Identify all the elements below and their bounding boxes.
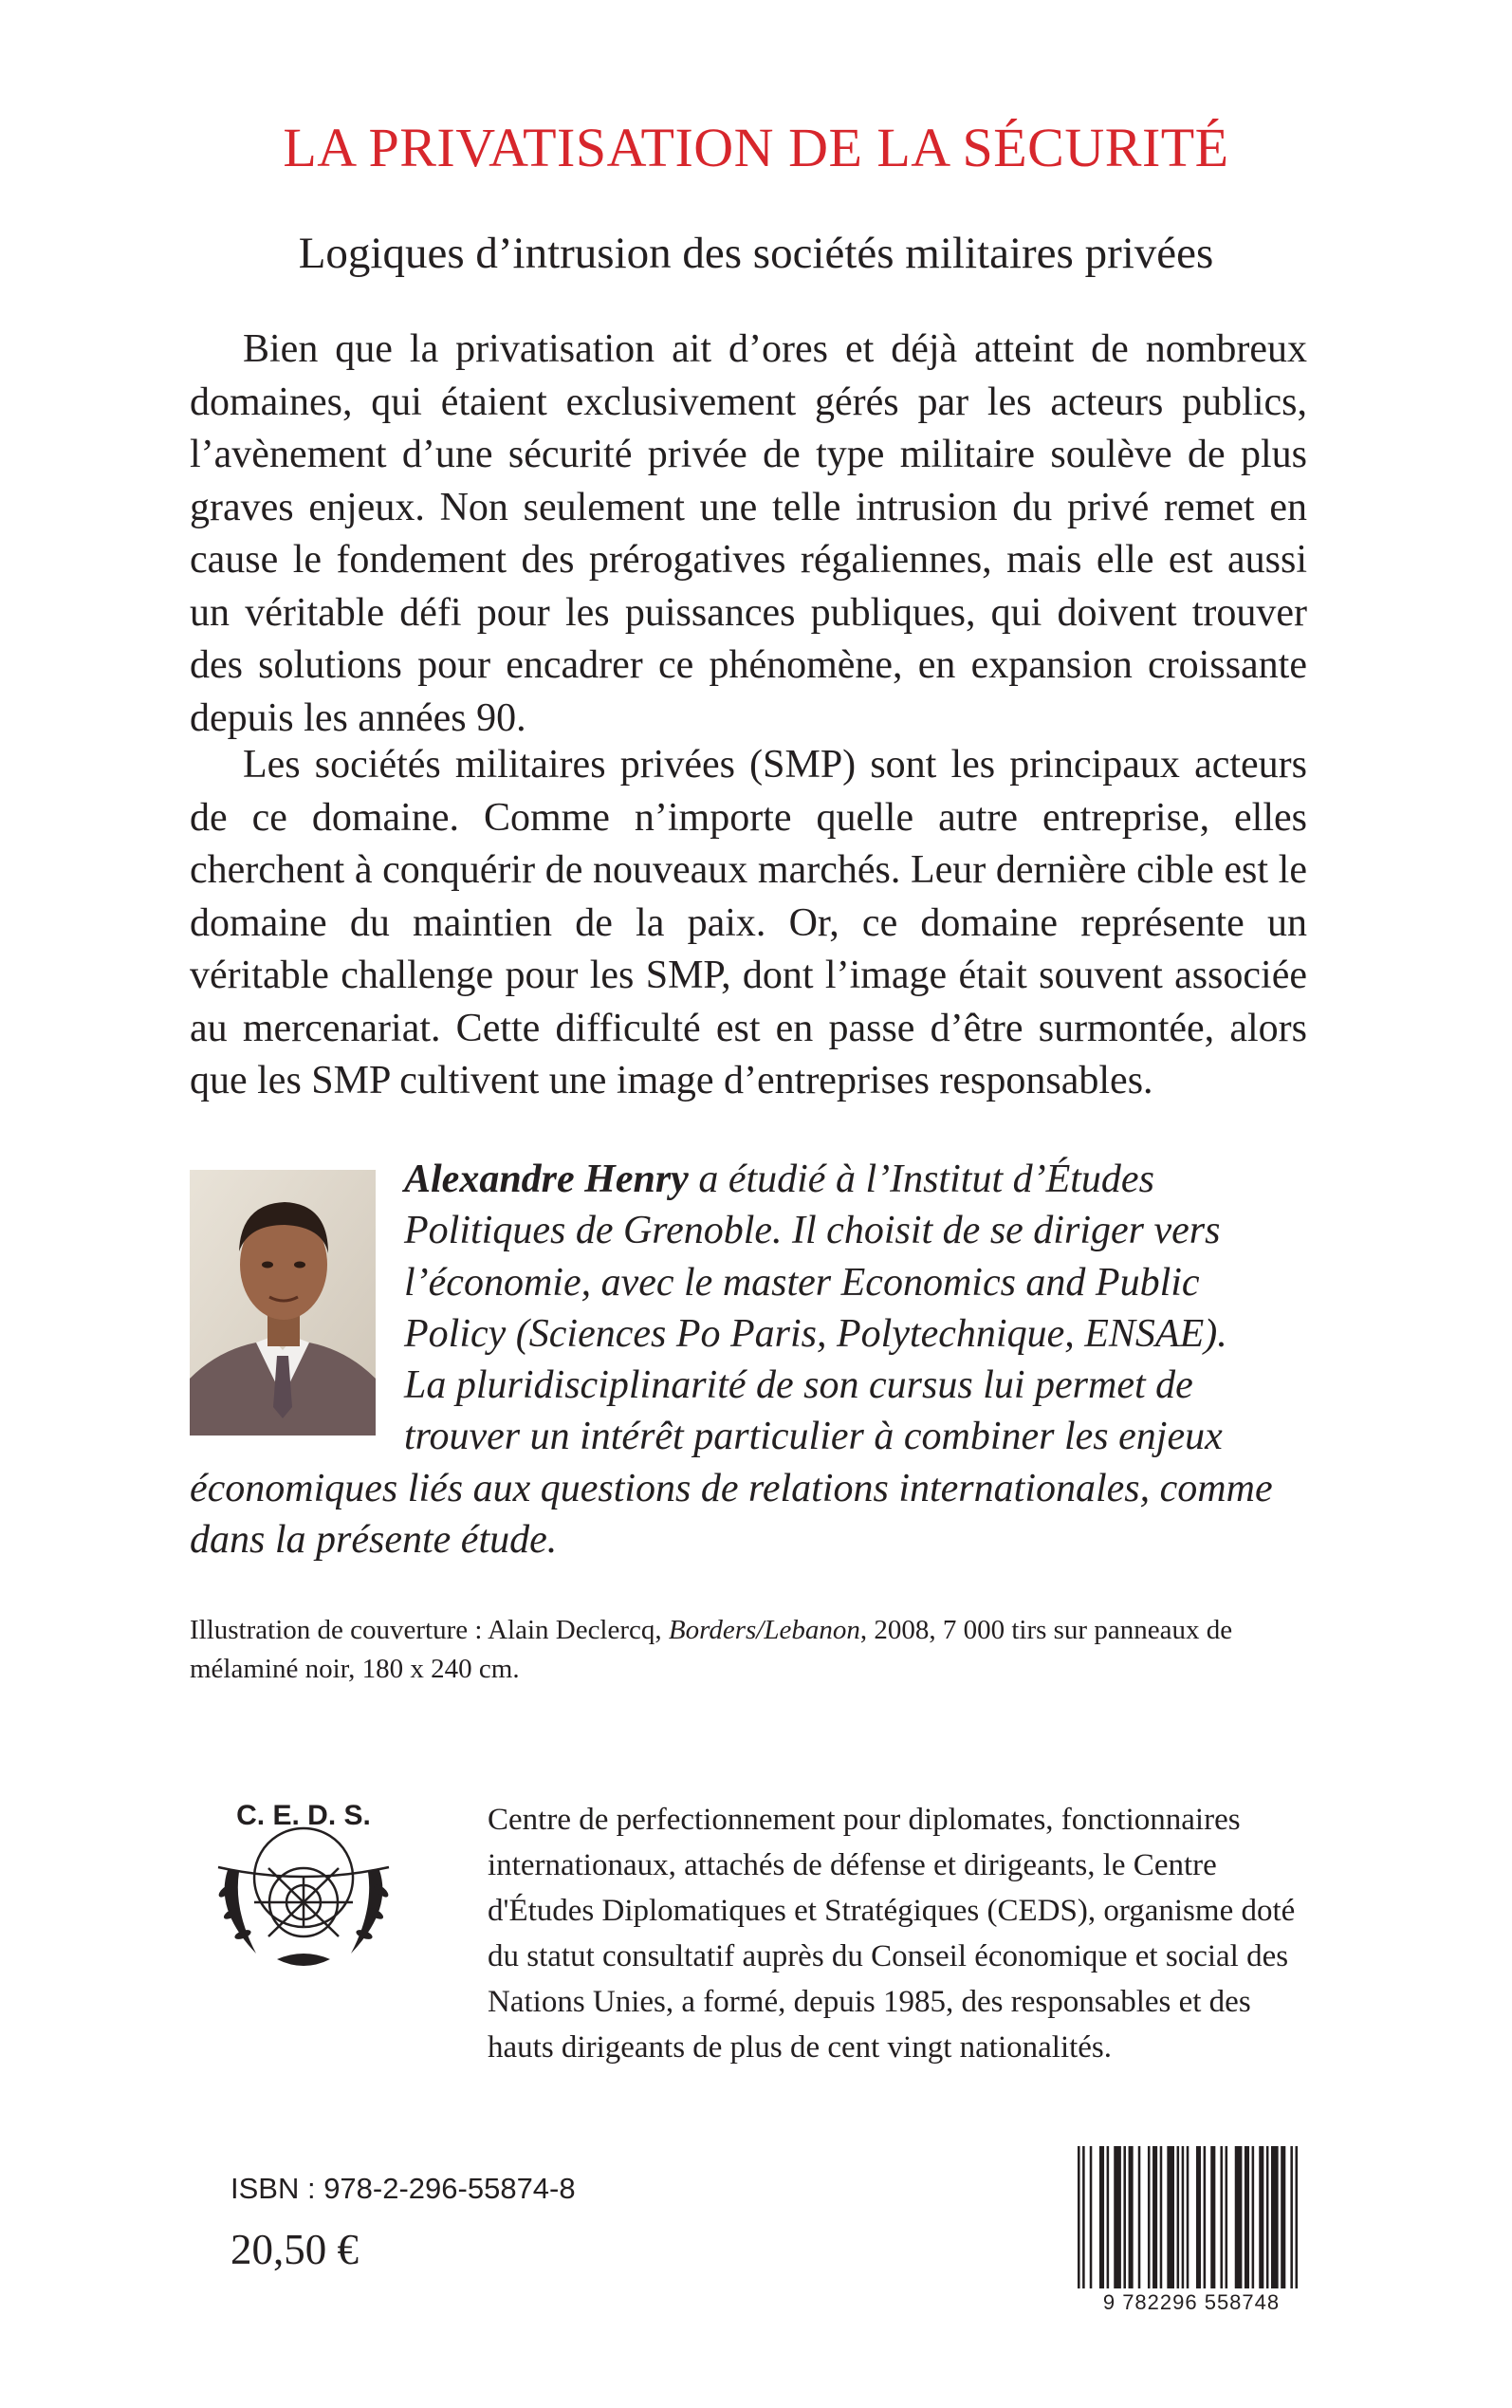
barcode-bar [1167,2146,1174,2288]
barcode-bar [1123,2146,1126,2288]
author-bio-text-2: La pluridisciplinarité de son cursus lui permet de trouver un intérêt particulier à combiner les enjeux économiques liés aux questions de relations internationales, comme dans la présente étude. [190,1363,1273,1563]
barcode-bar [1082,2146,1085,2288]
barcode-bar [1235,2146,1243,2288]
cover-credit [190,1611,1328,1689]
barcode-bar [1129,2146,1134,2288]
barcode-bar [1078,2146,1080,2288]
barcode-number: 9 782296 558748 [1102,2290,1281,2314]
barcode-bar [1296,2146,1299,2288]
barcode-bar [1099,2146,1104,2288]
price: 20,50 € [230,2226,359,2273]
barcode-bar [1281,2146,1285,2288]
book-subtitle: Logiques d’intrusion des sociétés militaires privées [298,229,1214,278]
barcode-bar [1152,2146,1157,2288]
barcode-bar [1148,2146,1151,2288]
barcode-bar [1271,2146,1279,2288]
ceds-logo [190,1796,417,1976]
barcode-bar [1107,2146,1110,2288]
author-bio [190,1154,1307,1565]
isbn: ISBN : 978-2-296-55874-8 [230,2172,576,2205]
summary-paragraph-2: Les sociétés militaires privées (SMP) sont les principaux acteurs de ce domaine. Comme n’importe quelle autre entreprise, elles cherchent à conquérir de nouveaux marchés. Leur dernière cible est le domaine du maintien de la paix. Or, ce domaine représente un véritable challenge pour les SMP, dont l’image était souvent associée au mercenariat. Cette difficulté est en passe d’être surmontée, alors que les SMP cultivent une image d’entreprises responsables. [190,743,1307,1102]
cover-credit-suffix: , 2008, 7 000 tirs sur panneaux de mélaminé noir, 180 x 240 cm. [190,1615,1233,1684]
barcode-bar [1177,2146,1180,2288]
barcode-bar [1226,2146,1228,2288]
barcode-bar [1138,2146,1141,2288]
book-title: LA PRIVATISATION DE LA SÉCURITÉ [283,117,1229,178]
summary-paragraph-1: Bien que la privatisation ait d’ores et déjà atteint de nombreux domaines, qui étaient exclusivement gérés par les acteurs publics, l’avènement d’une sécurité privée de type militaire soulève de plus graves enjeux. Non seulement une telle intrusion du privé remet en cause le fondement des prérogatives régaliennes, mais elle est aussi un véritable défi pour les puissances publiques, qui doivent trouver des solutions pour encadrer ce phénomène, en expansion croissante depuis les années 90. [190,327,1307,740]
cover-credit-work: Borders/Lebanon [668,1615,860,1645]
author-bio-text-1: a étudié à l’Institut d’Études Politiques de Grenoble. Il choisit de se diriger vers l’économie, avec le master Economics and Public Policy (Sciences Po Paris, Polytechnique, ENSAE). [404,1158,1227,1356]
author-name: Alexandre Henry [404,1158,689,1201]
barcode-bar [1259,2146,1263,2288]
ceds-description: Centre de perfectionnement pour diplomates, fonctionnaires internationaux, attachés de défense et dirigeants, le Centre d'Études Diplomatiques et Stratégiques (CEDS), organisme doté du statut consultatif auprès du Conseil économique et social des Nations Unies, a formé, depuis 1985, des responsables et des hauts dirigeants de plus de cent vingt nationalités. [488,1803,1296,2065]
photo-spacer [190,1154,404,1424]
ceds-logo-text: C. E. D. S. [236,1800,371,1831]
ean13-barcode-icon [1070,2146,1313,2288]
barcode-bar [1160,2146,1163,2288]
barcode-bar [1266,2146,1269,2288]
barcode-bar [1290,2146,1293,2288]
barcode-bar [1114,2146,1121,2288]
barcode-bar [1252,2146,1255,2288]
barcode-bar [1187,2146,1189,2288]
barcode-bar [1220,2146,1223,2288]
barcode-bar [1182,2146,1185,2288]
barcode-bar [1245,2146,1249,2288]
barcode-bar [1210,2146,1215,2288]
cover-credit-prefix: Illustration de couverture : Alain Declercq, [190,1615,669,1645]
barcode-bar [1090,2146,1093,2288]
barcode-bar [1204,2146,1207,2288]
barcode-bar [1196,2146,1201,2288]
un-emblem-laurel-icon [190,1796,417,1976]
